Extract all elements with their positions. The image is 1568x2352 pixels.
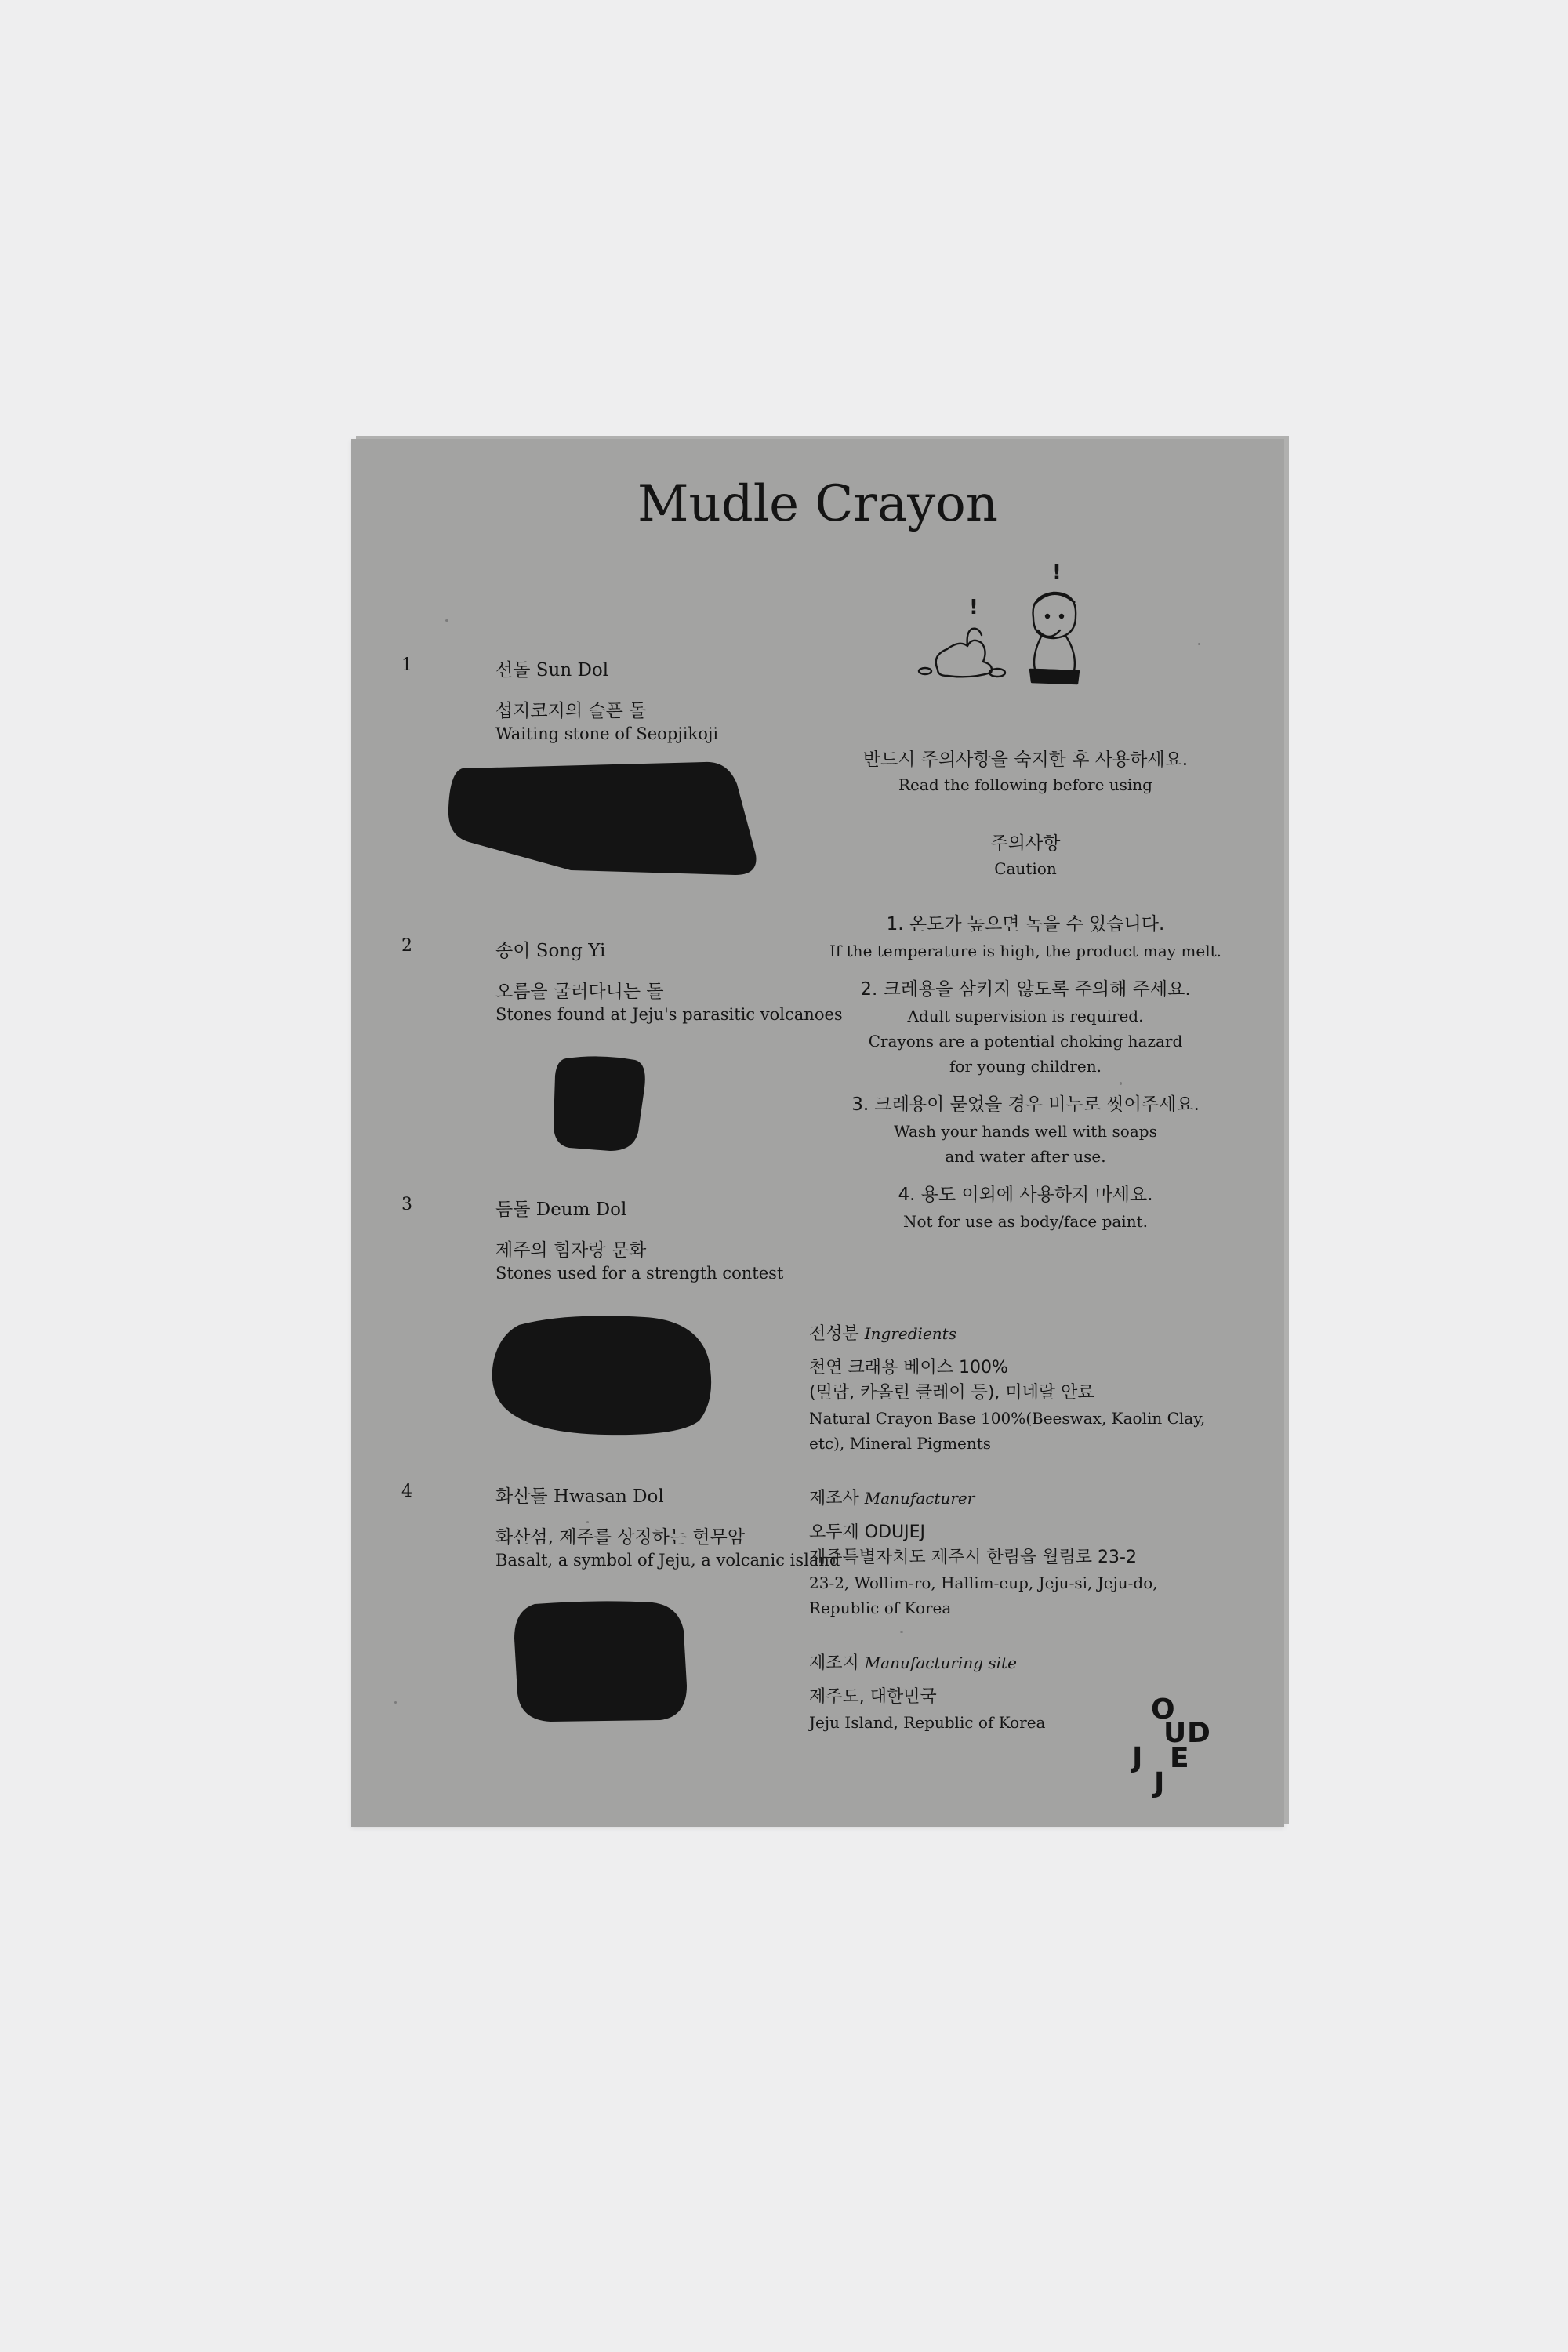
caution-item-ko: 3. 크레용이 묻었을 경우 비누로 씻어주세요.	[851, 1094, 1200, 1115]
ingredients-heading-ko: 전성분	[809, 1324, 859, 1344]
stone-desc-en: Stones found at Jeju's parasitic volcanoes	[495, 1005, 843, 1024]
stone-name	[495, 655, 608, 681]
stone-name	[495, 1195, 626, 1221]
caution-item-en: and water after use.	[945, 1147, 1106, 1166]
site-heading-en: Manufacturing site	[864, 1653, 1017, 1672]
manufacturer-name: 오두제 ODUJEJ	[809, 1523, 925, 1542]
read-notice-ko: 반드시 주의사항을 숙지한 후 사용하세요.	[862, 750, 1189, 770]
stone-name	[495, 1482, 664, 1508]
dog-and-child-icon	[916, 561, 1120, 687]
stone-name-en: Hwasan Dol	[553, 1486, 664, 1507]
stone-name-ko: 듬돌	[495, 1200, 531, 1220]
read-notice-en: Read the following before using	[898, 775, 1152, 794]
manufacturer-address-en: 23-2, Wollim-ro, Hallim-eup, Jeju-si, Jeju-do,	[809, 1573, 1158, 1592]
site-heading	[809, 1650, 1232, 1674]
caution-item-en: Crayons are a potential choking hazard	[868, 1032, 1183, 1051]
stone-name	[495, 936, 605, 962]
manufacturer-heading-ko: 제조사	[809, 1489, 859, 1508]
stone-name-ko: 화산돌	[495, 1486, 548, 1507]
stone-desc-ko: 화산섬, 제주를 상징하는 현무암	[495, 1527, 746, 1548]
stone-name-en: Deum Dol	[535, 1200, 627, 1220]
stone-desc-en: Basalt, a symbol of Jeju, a volcanic island	[495, 1551, 840, 1570]
caution-item-en: If the temperature is high, the product may melt.	[829, 942, 1222, 960]
stone-name-en: Song Yi	[535, 941, 606, 961]
caution-item-en: Wash your hands well with soaps	[894, 1122, 1157, 1141]
caution-item-en: for young children.	[949, 1057, 1102, 1076]
odujej-logo	[1127, 1693, 1214, 1803]
logo-letter: J	[1132, 1742, 1143, 1774]
caution-item	[790, 1090, 1261, 1169]
site-en: Jeju Island, Republic of Korea	[809, 1713, 1046, 1732]
ingredients-heading	[809, 1320, 1232, 1345]
stone-number: 1	[401, 655, 412, 675]
manufacturer-address-ko: 제주특별자치도 제주시 한림읍 월림로 23-2	[809, 1548, 1137, 1567]
caution-list	[790, 909, 1261, 1234]
caution-item-ko: 2. 크레용을 삼키지 않도록 주의해 주세요.	[860, 979, 1191, 1000]
caution-item	[790, 909, 1261, 964]
ingredients-ko: (밀랍, 카올린 클레이 등), 미네랄 안료	[809, 1383, 1094, 1403]
logo-letter: J	[1154, 1767, 1165, 1799]
stone-desc-ko: 오름을 굴러다니는 돌	[495, 982, 664, 1002]
sun-dol-stone-illustration	[445, 760, 775, 878]
manufacturer-section	[809, 1485, 1232, 1621]
page-title: Mudle Crayon	[637, 475, 999, 533]
stone-desc-ko: 섭지코지의 슬픈 돌	[495, 701, 647, 721]
ingredients-section	[809, 1320, 1232, 1456]
notice-block	[790, 745, 1261, 1234]
site-heading-ko: 제조지	[809, 1653, 859, 1673]
warning-illustration	[916, 561, 1120, 687]
caution-item	[790, 975, 1261, 1079]
ingredients-en: etc), Mineral Pigments	[809, 1434, 992, 1453]
caution-item	[790, 1180, 1261, 1234]
exclamation-mark: !	[1052, 561, 1062, 585]
manufacturer-address-en: Republic of Korea	[809, 1599, 952, 1617]
logo-letter: O	[1151, 1693, 1175, 1726]
ingredients-heading-en: Ingredients	[864, 1324, 956, 1343]
stone-name-ko: 송이	[495, 941, 531, 961]
site-ko: 제주도, 대한민국	[809, 1687, 937, 1707]
stone-name-ko: 선돌	[495, 660, 531, 681]
info-card	[351, 439, 1284, 1827]
deum-dol-stone-illustration	[488, 1312, 723, 1438]
caution-item-ko: 4. 용도 이외에 사용하지 마세요.	[898, 1185, 1153, 1205]
manufacturer-heading	[809, 1485, 1232, 1509]
exclamation-mark: !	[969, 596, 978, 619]
stone-number: 3	[401, 1195, 412, 1214]
stone-number: 2	[401, 936, 412, 956]
caution-item-en: Not for use as body/face paint.	[903, 1212, 1148, 1231]
logo-letter: U	[1163, 1717, 1187, 1749]
hwasan-dol-stone-illustration	[511, 1599, 691, 1725]
stone-desc-en: Stones used for a strength contest	[495, 1264, 784, 1283]
stone-desc-ko: 제주의 힘자랑 문화	[495, 1240, 647, 1261]
caution-heading-ko: 주의사항	[990, 833, 1061, 854]
song-yi-stone-illustration	[550, 1054, 652, 1156]
ingredients-en: Natural Crayon Base 100%(Beeswax, Kaolin Clay,	[809, 1409, 1206, 1428]
caution-item-en: Adult supervision is required.	[907, 1007, 1144, 1025]
stone-name-en: Sun Dol	[535, 660, 609, 681]
ingredients-ko: 천연 크래용 베이스 100%	[809, 1358, 1008, 1377]
logo-letter: D	[1187, 1717, 1210, 1749]
logo-letter: E	[1170, 1742, 1189, 1774]
caution-heading-en: Caution	[994, 859, 1057, 878]
stone-number: 4	[401, 1482, 412, 1501]
caution-item-ko: 1. 온도가 높으면 녹을 수 있습니다.	[886, 914, 1165, 935]
manufacturer-heading-en: Manufacturer	[864, 1489, 975, 1508]
stone-desc-en: Waiting stone of Seopjikoji	[495, 724, 719, 743]
